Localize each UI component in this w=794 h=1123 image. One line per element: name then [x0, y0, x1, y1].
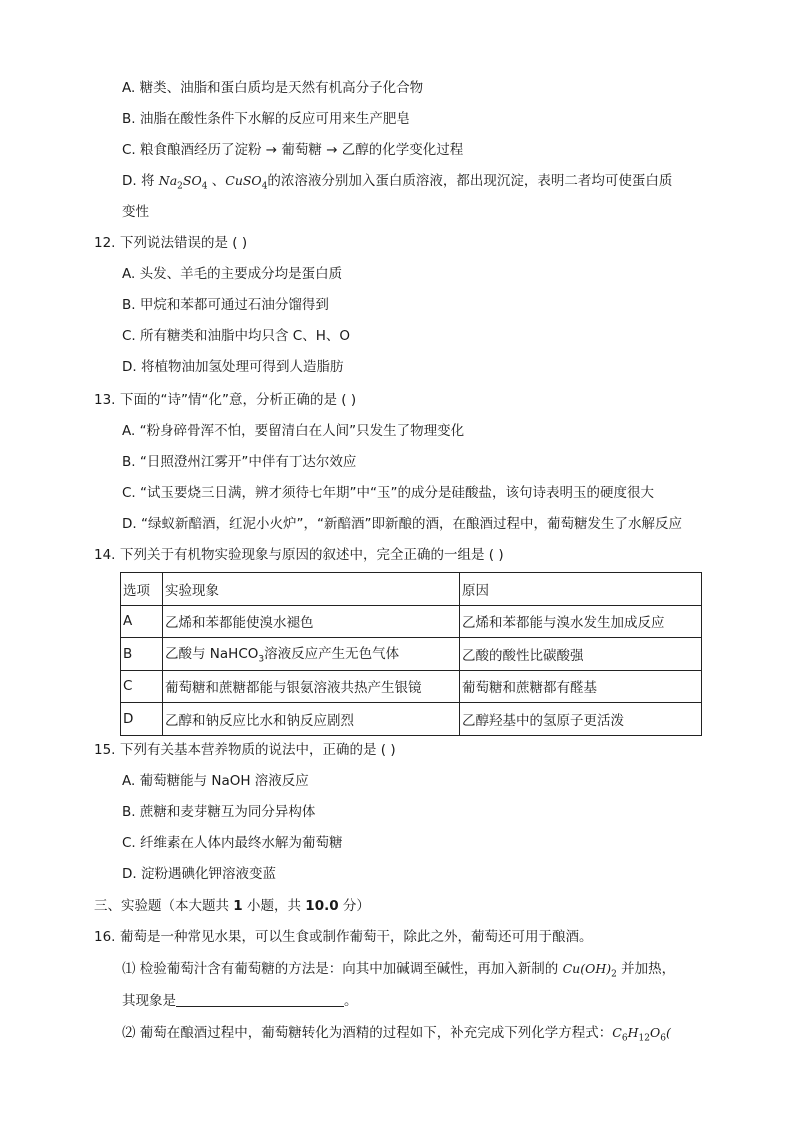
table-row [121, 670, 702, 703]
row-reason: 乙酸的酸性比碳酸强 [460, 638, 702, 671]
q16-part1-answer: 其现象是 。 [122, 993, 358, 1009]
row-option: D [121, 703, 163, 736]
row-reason: 葡萄糖和蔗糖都有醛基 [460, 670, 702, 703]
row-phenomenon: 乙酸与 NaHCO$_3$溶液反应产生无色气体 [163, 638, 460, 671]
q15-option-c: C. 纤维素在人体内最终水解为葡萄糖 [122, 835, 343, 851]
answer-blank[interactable] [176, 992, 344, 1007]
row-phenomenon: 乙烯和苯都能使溴水褪色 [163, 605, 460, 638]
q11-option-a: A. 糖类、油脂和蛋白质均是天然有机高分子化合物 [122, 80, 424, 96]
q16-part2: ⑵ 葡萄在酿酒过程中，葡萄糖转化为酒精的过程如下，补充完成下列化学方程式：$C_6H_{12}O_6$( [122, 1025, 671, 1044]
header-phenomenon: 实验现象 [163, 573, 460, 606]
row-reason: 乙烯和苯都能与溴水发生加成反应 [460, 605, 702, 638]
section-heading: 三、实验题（本大题共 1 小题，共 10.0 分） [94, 898, 370, 914]
q15-stem: 15. 下列有关基本营养物质的说法中，正确的是 ( ) [94, 742, 396, 758]
formula-cuso4: CuSO$_4$ [225, 173, 268, 192]
q12-option-d: D. 将植物油加氢处理可得到人造脂肪 [122, 359, 344, 375]
q13-option-a: A. “粉身碎骨浑不怕，要留清白在人间”只发生了物理变化 [122, 423, 465, 439]
q12-option-a: A. 头发、羊毛的主要成分均是蛋白质 [122, 266, 343, 282]
q11-option-d-continued: 变性 [122, 204, 149, 220]
table-row [121, 605, 702, 638]
row-option: C [121, 670, 163, 703]
formula-na2so4: $Na_2SO_4$ [158, 173, 208, 192]
q16-stem: 16. 葡萄是一种常见水果，可以生食或制作葡萄干，除此之外，葡萄还可用于酿酒。 [94, 929, 593, 945]
table-header-row [121, 573, 702, 606]
q13-option-c: C. “试玉要烧三日满，辨才须待七年期”中“玉”的成分是硅酸盐，该句诗表明玉的硬度很大 [122, 485, 654, 501]
row-phenomenon: 葡萄糖和蔗糖都能与银氨溶液共热产生银镜 [163, 670, 460, 703]
formula-cu-oh-2: $Cu(OH)_2$ [562, 961, 617, 980]
q11-option-d: D. 将 $Na_2SO_4$ 、CuSO$_4$的浓溶液分别加入蛋白质溶液，都出现沉淀，表明二者均可使蛋白质 [122, 173, 673, 192]
q12-option-b: B. 甲烷和苯都可通过石油分馏得到 [122, 297, 329, 313]
header-option: 选项 [121, 573, 163, 606]
q11-option-b: B. 油脂在酸性条件下水解的反应可用来生产肥皂 [122, 111, 410, 127]
q13-option-d: D. “绿蚁新醅酒，红泥小火炉”，“新醅酒”即新酿的酒，在酿酒过程中，葡萄糖发生了水解反应 [122, 516, 682, 532]
q15-option-a: A. 葡萄糖能与 NaOH 溶液反应 [122, 773, 309, 789]
header-reason: 原因 [460, 573, 702, 606]
q16-part1: ⑴ 检验葡萄汁含有葡萄糖的方法是：向其中加碱调至碱性，再加入新制的 $Cu(OH)_2$ 并加热， [122, 961, 676, 980]
row-option: B [121, 638, 163, 671]
row-option: A [121, 605, 163, 638]
q14-stem: 14. 下列关于有机物实验现象与原因的叙述中，完全正确的一组是 ( ) [94, 547, 504, 563]
q13-stem: 13. 下面的“诗”情“化”意，分析正确的是 ( ) [94, 392, 357, 408]
q14-table [120, 572, 702, 736]
q15-option-d: D. 淀粉遇碘化钾溶液变蓝 [122, 866, 276, 882]
row-reason: 乙醇羟基中的氢原子更活泼 [460, 703, 702, 736]
formula-glucose: $C_6H_{12}O_6$( [612, 1025, 671, 1044]
q11-option-c: C. 粮食酿酒经历了淀粉 → 葡萄糖 → 乙醇的化学变化过程 [122, 142, 464, 158]
q15-option-b: B. 蔗糖和麦芽糖互为同分异构体 [122, 804, 316, 820]
q12-stem: 12. 下列说法错误的是 ( ) [94, 235, 248, 251]
q12-option-c: C. 所有糖类和油脂中均只含 C、H、O [122, 328, 351, 344]
row-phenomenon: 乙醇和钠反应比水和钠反应剧烈 [163, 703, 460, 736]
q13-option-b: B. “日照澄州江雾开”中伴有丁达尔效应 [122, 454, 357, 470]
table-row [121, 703, 702, 736]
table-row [121, 638, 702, 671]
